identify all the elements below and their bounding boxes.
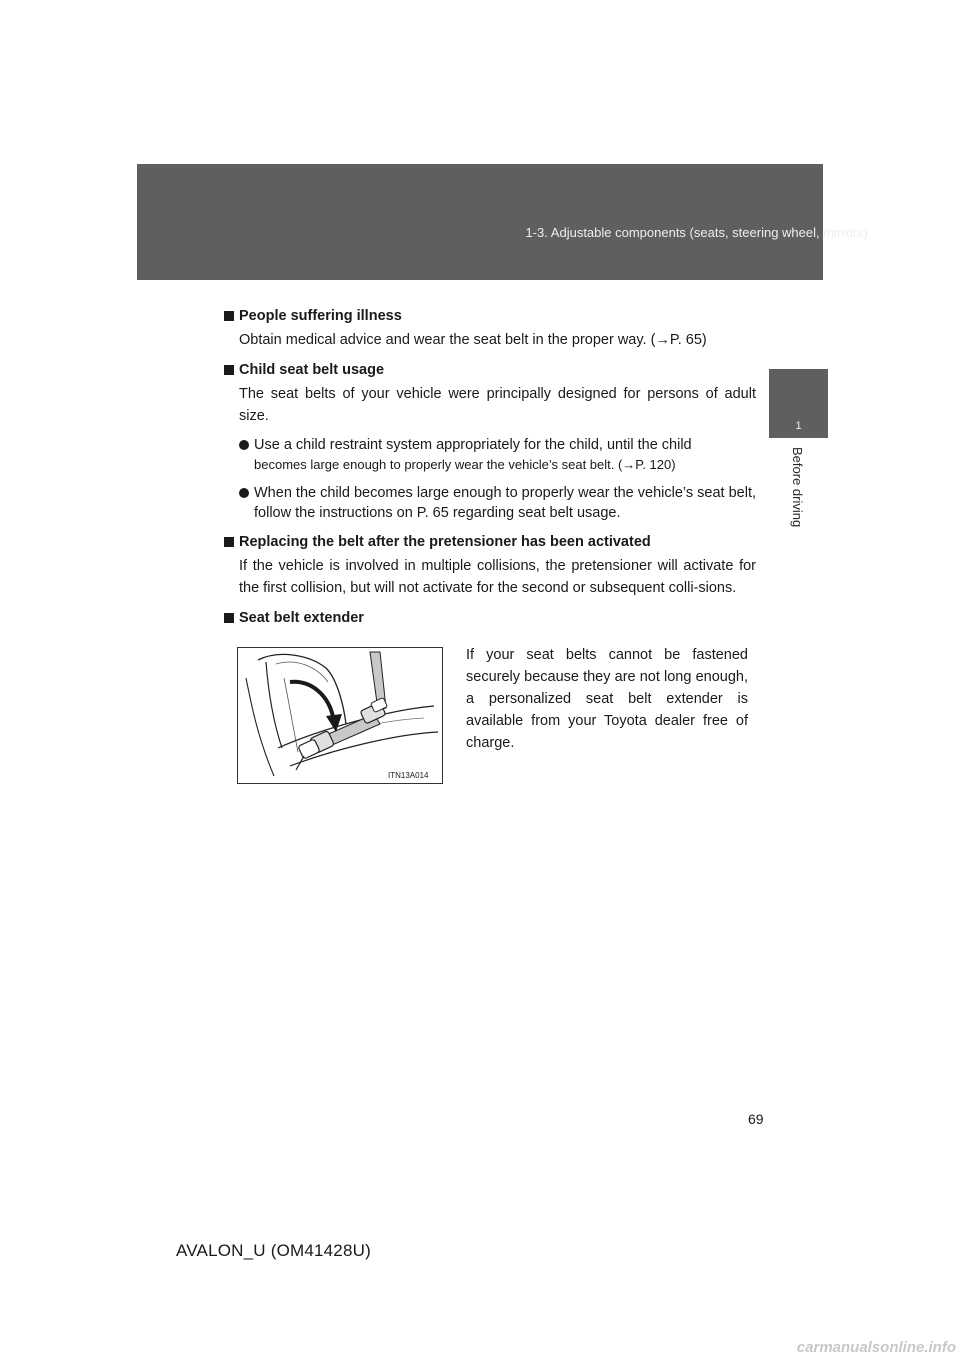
square-bullet-icon [224,537,234,547]
square-bullet-icon [224,311,234,321]
model-code: AVALON_U (OM41428U) [176,1241,371,1260]
section-title: 1-3. Adjustable components (seats, steering wheel, mirrors) [525,225,868,240]
heading-child-text: Child seat belt usage [239,362,385,378]
heading-pretensioner-text: Replacing the belt after the pretensioner has been activated [239,534,651,550]
child-bullet-2-text: When the child becomes large enough to properly wear the vehicle’s seat belt, follow the instructions on P. 65 regarding seat belt usage. [254,485,756,521]
round-bullet-icon [239,488,249,498]
page-number: 69 [748,1111,764,1127]
illness-text: Obtain medical advice and wear the seat belt in the proper way. (→P. 65) [239,332,707,348]
round-bullet-icon [239,440,249,450]
extender-text: If your seat belts cannot be fastened securely because they are not long enough, a personalized seat belt extender is available from your Toyota dealer free of charge. [466,647,748,751]
watermark: carmanualsonline.info [796,1339,956,1356]
seat-belt-extender-illustration [237,647,443,784]
child-text: The seat belts of your vehicle were principally designed for persons of adult size. [239,386,756,424]
header-band [137,164,823,280]
child-bullet-1-line-1: Use a child restraint system appropriately for the child, until the child [254,437,692,453]
page-content [224,305,756,631]
heading-child [224,359,756,381]
child-bullet-1 [239,435,756,475]
chapter-label: Before driving [790,447,805,528]
heading-illness-text: People suffering illness [239,308,402,324]
child-bullet-1-line-2: becomes large enough to properly wear the vehicle’s seat belt. (→P. 120) [254,457,676,472]
chapter-number: 1 [795,420,802,432]
heading-pretensioner [224,531,756,553]
figure-code: ITN13A014 [388,771,429,780]
heading-extender [224,607,756,629]
pretensioner-text: If the vehicle is involved in multiple collisions, the pretensioner will activate for the first collision, but will not activate for the second or subsequent colli-sions. [239,558,756,596]
square-bullet-icon [224,365,234,375]
heading-extender-text: Seat belt extender [239,610,364,626]
heading-illness [224,305,756,327]
seat-belt-extender-drawing [238,648,442,783]
child-bullet-2 [239,483,756,523]
square-bullet-icon [224,613,234,623]
chapter-tab [769,369,828,438]
